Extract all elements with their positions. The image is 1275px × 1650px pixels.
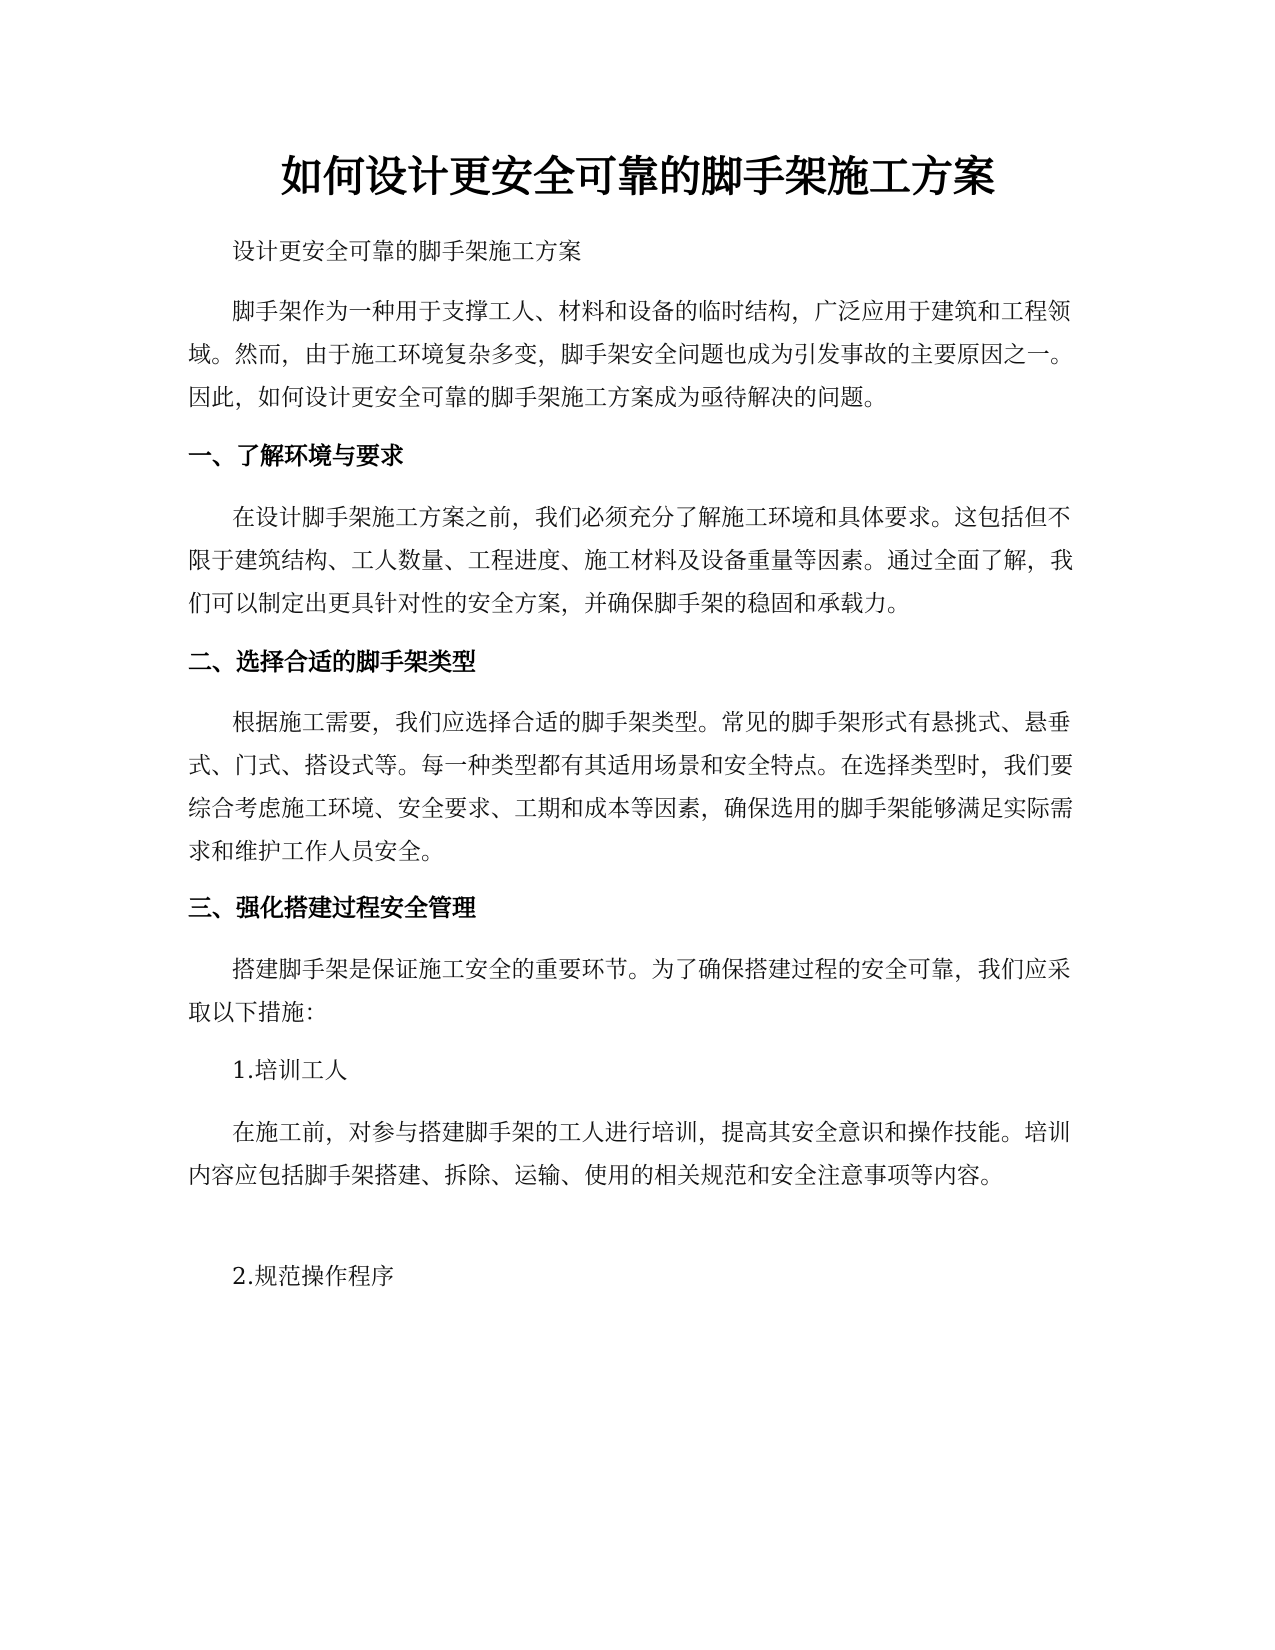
list-item-title-1: 1.培训工人 xyxy=(232,1058,348,1084)
list-item-title-2: 2.规范操作程序 xyxy=(232,1264,395,1290)
section-heading-3: 三、强化搭建过程安全管理 xyxy=(188,894,476,922)
section-heading-2: 二、选择合适的脚手架类型 xyxy=(188,648,476,676)
section-body-3: 搭建脚手架是保证施工安全的重要环节。为了确保搭建过程的安全可靠，我们应采取以下措施： xyxy=(188,957,1071,1026)
list-item-body-1: 在施工前，对参与搭建脚手架的工人进行培训，提高其安全意识和操作技能。培训内容应包括脚手架搭建、拆除、运输、使用的相关规范和安全注意事项等内容。 xyxy=(188,1120,1071,1189)
document-page xyxy=(188,0,1088,1650)
document-title: 如何设计更安全可靠的脚手架施工方案 xyxy=(280,152,995,201)
section-body-1: 在设计脚手架施工方案之前，我们必须充分了解施工环境和具体要求。这包括但不限于建筑结构、工人数量、工程进度、施工材料及设备重量等因素。通过全面了解，我们可以制定出更具针对性的安全方案，并确保脚手架的稳固和承载力。 xyxy=(188,505,1074,617)
section-heading-1: 一、了解环境与要求 xyxy=(188,442,404,470)
intro-paragraph: 脚手架作为一种用于支撑工人、材料和设备的临时结构，广泛应用于建筑和工程领域。然而，由于施工环境复杂多变，脚手架安全问题也成为引发事故的主要原因之一。因此，如何设计更安全可靠的脚手架施工方案成为亟待解决的问题。 xyxy=(188,299,1074,411)
document-subtitle: 设计更安全可靠的脚手架施工方案 xyxy=(232,239,582,265)
section-body-2: 根据施工需要，我们应选择合适的脚手架类型。常见的脚手架形式有悬挑式、悬垂式、门式、搭设式等。每一种类型都有其适用场景和安全特点。在选择类型时，我们要综合考虑施工环境、安全要求、工期和成本等因素，确保选用的脚手架能够满足实际需求和维护工作人员安全。 xyxy=(188,710,1074,865)
